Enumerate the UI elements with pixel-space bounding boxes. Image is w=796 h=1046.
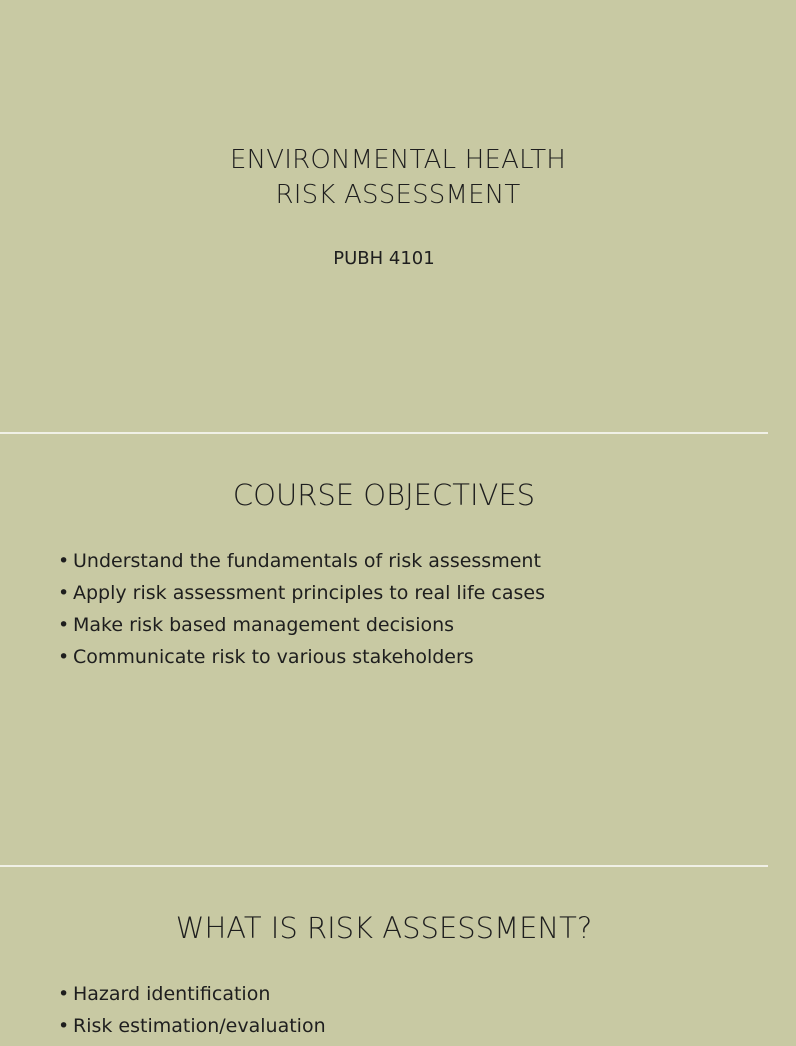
slide-heading: COURSE OBJECTIVES bbox=[232, 478, 536, 512]
bullet-icon: • bbox=[58, 1015, 70, 1037]
list-item-text: Communicate risk to various stakeholders bbox=[73, 646, 474, 668]
bullet-icon: • bbox=[58, 614, 70, 636]
list-item-text: Understand the fundamentals of risk assessment bbox=[73, 550, 541, 572]
bullet-icon: • bbox=[58, 582, 70, 604]
title-line-1: ENVIRONMENTAL HEALTH bbox=[229, 145, 567, 175]
risk-assessment-slide bbox=[0, 867, 768, 1037]
list-item-text: Apply risk assessment principles to real life cases bbox=[73, 582, 545, 604]
objectives-list bbox=[58, 549, 545, 677]
list-item bbox=[58, 1014, 326, 1046]
bullet-icon: • bbox=[58, 983, 70, 1005]
slide-heading: WHAT IS RISK ASSESSMENT? bbox=[175, 911, 593, 945]
list-item bbox=[58, 613, 545, 645]
bullet-icon: • bbox=[58, 550, 70, 572]
course-objectives-slide bbox=[0, 434, 768, 865]
list-item bbox=[58, 645, 545, 677]
list-item-text: Hazard identification bbox=[73, 983, 271, 1005]
list-item bbox=[58, 549, 545, 581]
list-item-text: Risk estimation/evaluation bbox=[73, 1015, 326, 1037]
list-item bbox=[58, 581, 545, 613]
topics-list bbox=[58, 982, 326, 1046]
title-slide bbox=[0, 0, 768, 432]
title-line-2: RISK ASSESSMENT bbox=[275, 180, 521, 210]
list-item bbox=[58, 982, 326, 1014]
bullet-icon: • bbox=[58, 646, 70, 668]
list-item-text: Make risk based management decisions bbox=[73, 614, 455, 636]
course-code: PUBH 4101 bbox=[333, 248, 435, 269]
